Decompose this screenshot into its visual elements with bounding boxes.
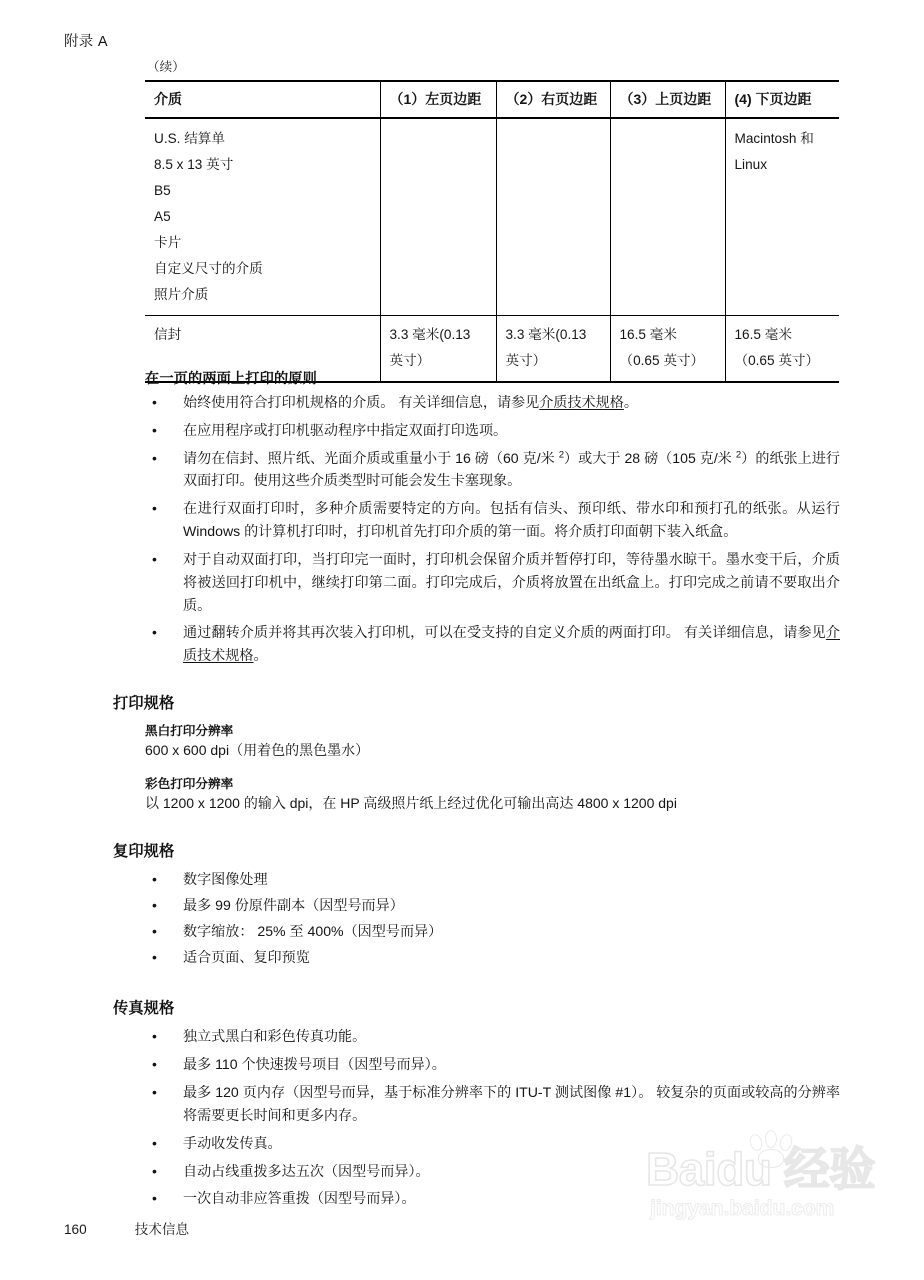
- duplex-guidelines-heading: 在一页的两面上打印的原则: [145, 371, 317, 387]
- bullet-glyph: •: [152, 948, 157, 965]
- bullet-glyph: •: [152, 624, 157, 641]
- list-item-text: 数字缩放： 25% 至 400%（因型号而异）: [183, 922, 443, 939]
- margin-line: 3.3 毫米(0.13: [389, 327, 471, 343]
- bullet-glyph: •: [152, 1162, 157, 1179]
- running-header: 附录 A: [64, 34, 108, 50]
- list-item-text-a: 请勿在信封、照片纸、光面介质或重量小于 16 磅（60 克/米: [183, 449, 559, 466]
- column-header-top-margin: （3）上页边距: [610, 81, 725, 118]
- list-item-text-post: 。: [253, 647, 268, 664]
- list-item: [0, 1053, 924, 1076]
- list-item: [0, 621, 924, 667]
- duplex-guidelines-list: [0, 391, 924, 667]
- media-item: 照片介质: [154, 286, 209, 302]
- superscript-square: 2: [735, 448, 742, 460]
- column-header-right-margin: （2）右页边距: [496, 81, 610, 118]
- column-header-media: 介质: [145, 81, 380, 118]
- media-item: B5: [154, 183, 171, 199]
- list-item: [0, 1025, 924, 1048]
- bullet-glyph: •: [152, 871, 157, 888]
- margin-specification-table: [145, 80, 839, 383]
- list-item: [0, 1081, 924, 1127]
- footer-section-title: 技术信息: [134, 1222, 190, 1237]
- superscript-square: 2: [558, 448, 565, 460]
- footer-page-number: 160: [64, 1222, 87, 1237]
- media-item: 自定义尺寸的介质: [154, 260, 263, 276]
- media-item: A5: [154, 209, 171, 225]
- fax-spec-list: [0, 1025, 924, 1210]
- list-item-text-b: ）或大于 28 磅（105 克/米: [564, 449, 736, 466]
- list-item: [0, 894, 924, 917]
- bullet-glyph: •: [152, 1028, 157, 1045]
- list-item: [0, 497, 924, 543]
- bullet-glyph: •: [152, 1084, 157, 1101]
- bullet-glyph: •: [152, 1190, 157, 1207]
- cell-media-envelope: 信封: [145, 316, 380, 382]
- bullet-glyph: •: [152, 449, 157, 466]
- margin-line: 英寸）: [505, 353, 547, 369]
- list-item-text-pre: 通过翻转介质并将其再次装入打印机，可以在受支持的自定义介质的两面打印。 有关详细信息，请参见: [183, 624, 826, 641]
- list-item-text: 最多 110 个快速拨号项目（因型号而异）。: [183, 1056, 446, 1073]
- list-item: [0, 920, 924, 943]
- cell-right-margin: [496, 118, 610, 316]
- page-footer: [64, 1218, 189, 1238]
- media-item: 8.5 x 13 英寸: [154, 157, 234, 173]
- margin-line: 16.5 毫米: [619, 327, 677, 343]
- list-item: [0, 391, 924, 414]
- list-item-text: 一次自动非应答重拨（因型号而异）。: [183, 1190, 416, 1207]
- cell-media-list: [145, 118, 380, 316]
- list-item-text-post: 。: [623, 394, 638, 410]
- list-item-text: 在进行双面打印时，多种介质需要特定的方向。包括有信头、预印纸、带水印和预打孔的纸张。从运行 Windows 的计算机打印时，打印机首先打印介质的第一面。将介质打印面朝下装入纸盒。: [183, 500, 840, 540]
- bullet-glyph: •: [152, 550, 157, 567]
- bw-resolution-label: 黑白打印分辨率: [145, 724, 234, 739]
- margin-line: 16.5 毫米: [734, 327, 792, 343]
- color-resolution-value: 以 1200 x 1200 的输入 dpi，在 HP 高级照片纸上经过优化可输出高达 4800 x 1200 dpi: [145, 795, 677, 812]
- list-item-text: 自动占线重拨多达五次（因型号而异）。: [183, 1162, 430, 1179]
- bullet-glyph: •: [152, 500, 157, 517]
- color-resolution-label: 彩色打印分辨率: [145, 777, 234, 792]
- bullet-glyph: •: [152, 1056, 157, 1073]
- bottom-margin-line: Macintosh 和: [734, 131, 814, 147]
- specification-table-block: [145, 57, 839, 383]
- bullet-glyph: •: [152, 922, 157, 939]
- print-spec-heading: 打印规格: [113, 695, 175, 713]
- list-item-text-c: ）的纸张上进行双面打印。使用这些介质类型时可能会发生卡塞现象。: [183, 449, 840, 489]
- margin-line: 英寸）: [389, 353, 431, 369]
- body-content: [0, 368, 924, 1215]
- list-item: [0, 1187, 924, 1210]
- list-item-text: 数字图像处理: [183, 871, 268, 888]
- margin-line: （0.65 英寸）: [734, 353, 820, 369]
- bottom-margin-line: Linux: [734, 157, 767, 173]
- media-spec-link[interactable]: 介质技术规格: [183, 624, 840, 664]
- bullet-glyph: •: [152, 896, 157, 913]
- bw-resolution-value: 600 x 600 dpi（用着色的黑色墨水）: [145, 742, 370, 759]
- bullet-glyph: •: [152, 421, 157, 438]
- fax-spec-heading: 传真规格: [113, 1000, 175, 1018]
- table-header-row: [145, 81, 839, 118]
- column-header-bottom-margin: (4) 下页边距: [725, 81, 839, 118]
- list-item-text: 在应用程序或打印机驱动程序中指定双面打印选项。: [183, 421, 508, 438]
- media-item: U.S. 结算单: [154, 131, 225, 147]
- margin-line: （0.65 英寸）: [619, 353, 705, 369]
- copy-spec-heading: 复印规格: [113, 843, 175, 861]
- list-item: [0, 548, 924, 616]
- list-item-text: 适合页面、复印预览: [183, 948, 310, 965]
- bullet-glyph: •: [152, 1134, 157, 1151]
- list-item: [0, 868, 924, 891]
- list-item: [0, 946, 924, 969]
- table-continued-label: （续）: [147, 60, 185, 74]
- copy-spec-list: [0, 868, 924, 968]
- column-header-left-margin: （1）左页边距: [380, 81, 496, 118]
- list-item-text: 对于自动双面打印，当打印完一面时，打印机会保留介质并暂停打印，等待墨水晾干。墨水变干后，介质将被送回打印机中，继续打印第二面。打印完成后，介质将放置在出纸盒上。打印完成之前请不要取出介质。: [183, 550, 840, 613]
- list-item: [0, 419, 924, 442]
- list-item-text-pre: 始终使用符合打印机规格的介质。 有关详细信息，请参见: [183, 394, 540, 410]
- list-item: [0, 1160, 924, 1183]
- cell-bottom-margin: [725, 118, 839, 316]
- media-spec-link[interactable]: 介质技术规格: [539, 394, 624, 410]
- cell-top-margin: [610, 118, 725, 316]
- list-item-text: 最多 99 份原件副本（因型号而异）: [183, 896, 404, 913]
- list-item-text: 最多 120 页内存（因型号而异，基于标准分辨率下的 ITU-T 测试图像 #1）。 较复杂的页面或较高的分辨率将需要更长时间和更多内存。: [183, 1084, 840, 1123]
- bullet-glyph: •: [152, 394, 157, 410]
- media-item: 卡片: [154, 234, 182, 250]
- list-item: [0, 447, 924, 493]
- margin-line: 3.3 毫米(0.13: [505, 327, 587, 343]
- cell-left-margin: [380, 118, 496, 316]
- list-item: [0, 1132, 924, 1155]
- list-item-text: 独立式黑白和彩色传真功能。: [183, 1028, 367, 1045]
- watermark-main-text: Baidu 经验: [646, 1143, 875, 1195]
- table-row: [145, 118, 839, 316]
- list-item-text: 手动收发传真。: [183, 1134, 282, 1151]
- watermark-sub-text: jingyan.baidu.com: [650, 1197, 835, 1220]
